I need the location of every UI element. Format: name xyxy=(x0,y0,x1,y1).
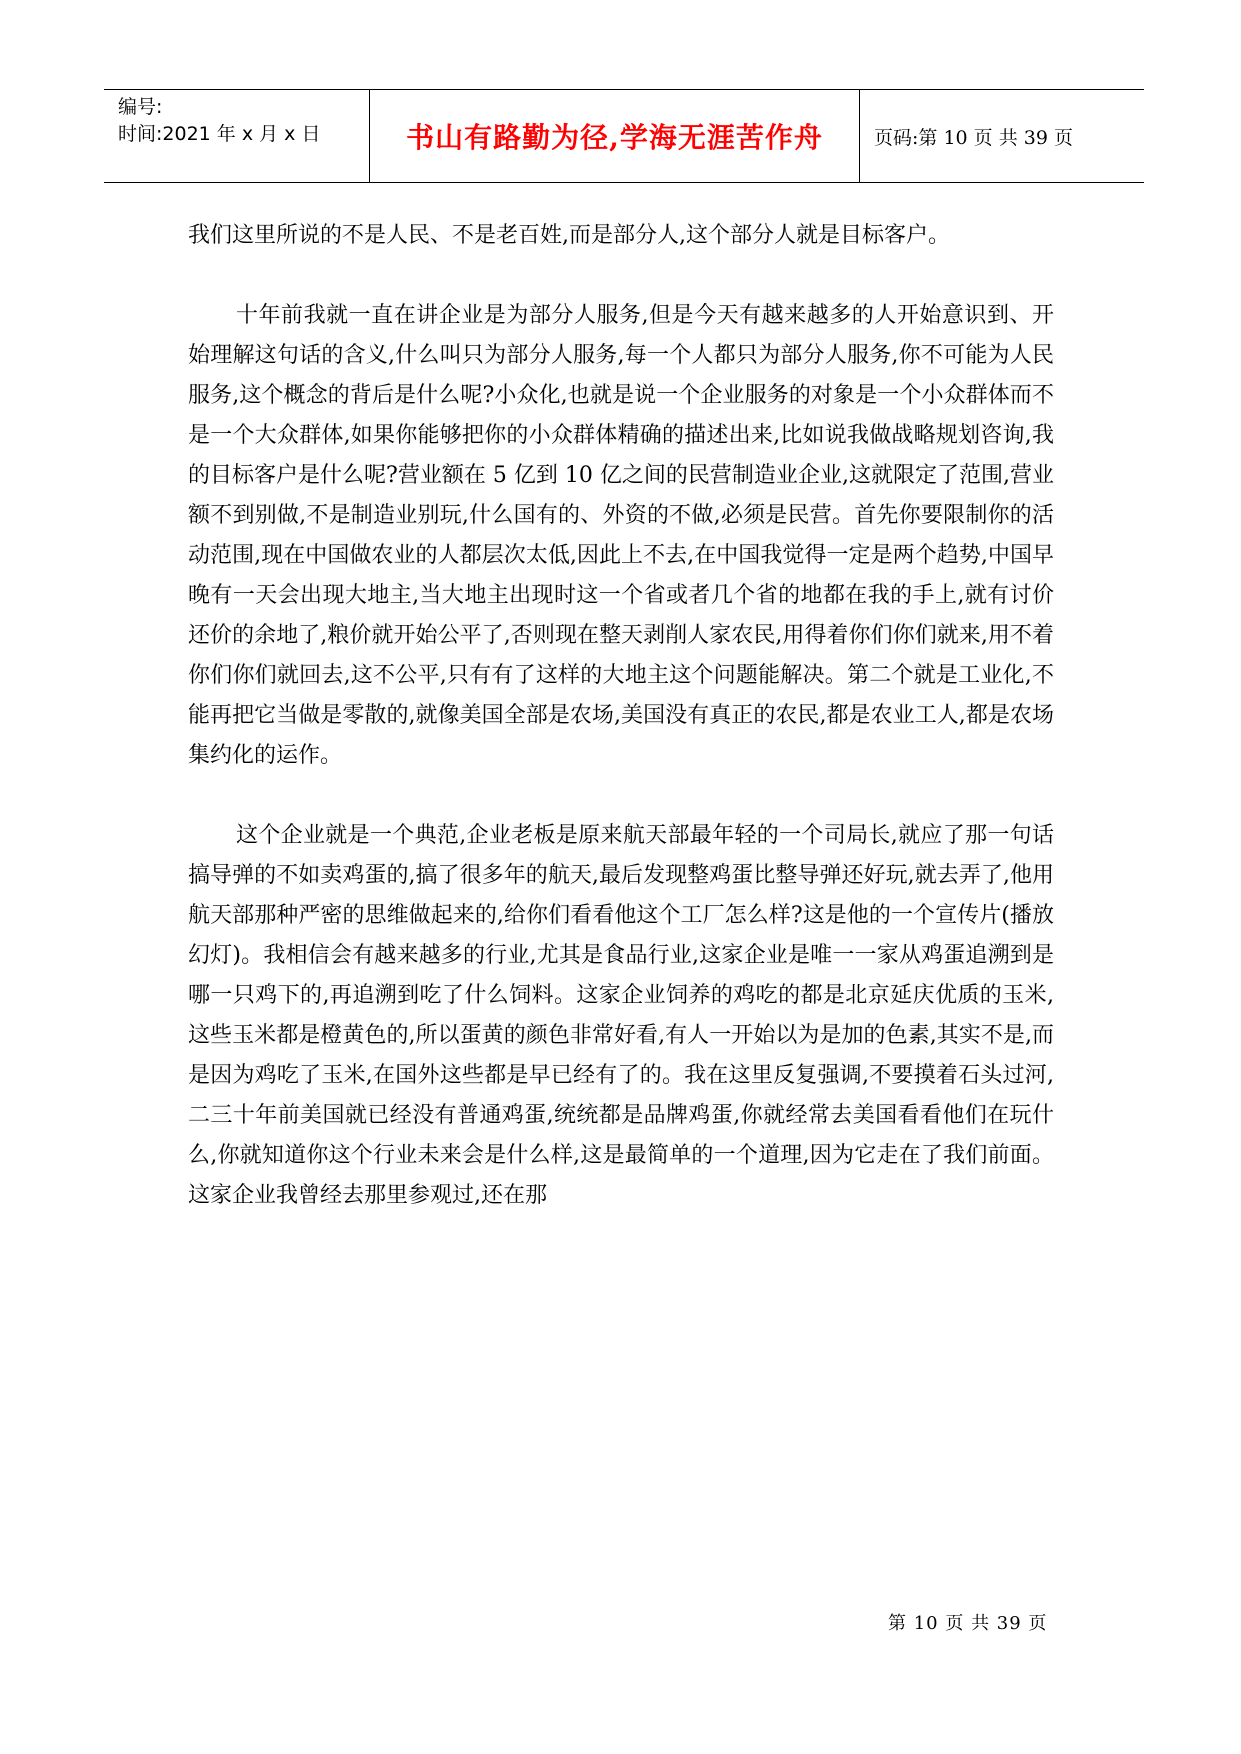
body-paragraph-1: 我们这里所说的不是人民、不是老百姓,而是部分人,这个部分人就是目标客户。 xyxy=(188,223,950,248)
page-footer: 第 10 页 共 39 页 xyxy=(888,1613,1048,1634)
header-page-cell xyxy=(860,90,1144,182)
document-number-label: 编号: xyxy=(118,96,163,118)
header-motto: 书山有路勤为径,学海无涯苦作舟 xyxy=(406,121,823,154)
header-page-code: 页码:第 10 页 共 39 页 xyxy=(874,126,1073,149)
body-paragraph-2: 十年前我就一直在讲企业是为部分人服务,但是今天有越来越多的人开始意识到、开始理解这句话的含义,什么叫只为部分人服务,每一个人都只为部分人服务,你不可能为人民服务,这个概念的背后是什么呢?小众化,也就是说一个企业服务的对象是一个小众群体而不是一个大众群体,如果你能够把你的小众群体精确的描述出来,比如说我做战略规划咨询,我的目标客户是什么呢?营业额在 5 亿到 10 亿之间的民营制造业企业,这就限定了范围,营业额不到别做,不是制造业别玩,什么国有的、外资的不做,必须是民营。首先你要限制你的活动范围,现在中国做农业的人都层次太低,因此上不去,在中国我觉得一定是两个趋势,中国早晚有一天会出现大地主,当大地主出现时这一个省或者几个省的地都在我的手上,就有讨价还价的余地了,粮价就开始公平了,否则现在整天剥削人家农民,用得着你们你们就来,用不着你们你们就回去,这不公平,只有有了这样的大地主这个问题能解决。第二个就是工业化,不能再把它当做是零散的,就像美国全部是农场,美国没有真正的农民,都是农业工人,都是农场集约化的运作。 xyxy=(188,303,1054,768)
body-paragraph-3: 这个企业就是一个典范,企业老板是原来航天部最年轻的一个司局长,就应了那一句话搞导弹的不如卖鸡蛋的,搞了很多年的航天,最后发现整鸡蛋比整导弹还好玩,就去弄了,他用航天部那种严密的思维做起来的,给你们看看他这个工厂怎么样?这是他的一个宣传片(播放幻灯)。我相信会有越来越多的行业,尤其是食品行业,这家企业是唯一一家从鸡蛋追溯到是哪一只鸡下的,再追溯到吃了什么饲料。这家企业饲养的鸡吃的都是北京延庆优质的玉米,这些玉米都是橙黄色的,所以蛋黄的颜色非常好看,有人一开始以为是加的色素,其实不是,而是因为鸡吃了玉米,在国外这些都是早已经有了的。我在这里反复强调,不要摸着石头过河,二三十年前美国就已经没有普通鸡蛋,统统都是品牌鸡蛋,你就经常去美国看看他们在玩什么,你就知道你这个行业未来会是什么样,这是最简单的一个道理,因为它走在了我们前面。这家企业我曾经去那里参观过,还在那 xyxy=(188,823,1054,1208)
header-info-cell xyxy=(104,90,370,182)
header-motto-cell xyxy=(370,90,860,182)
document-body xyxy=(188,216,1054,1216)
page-header xyxy=(104,89,1144,183)
document-time-label: 时间:2021 年 x 月 x 日 xyxy=(118,123,321,145)
